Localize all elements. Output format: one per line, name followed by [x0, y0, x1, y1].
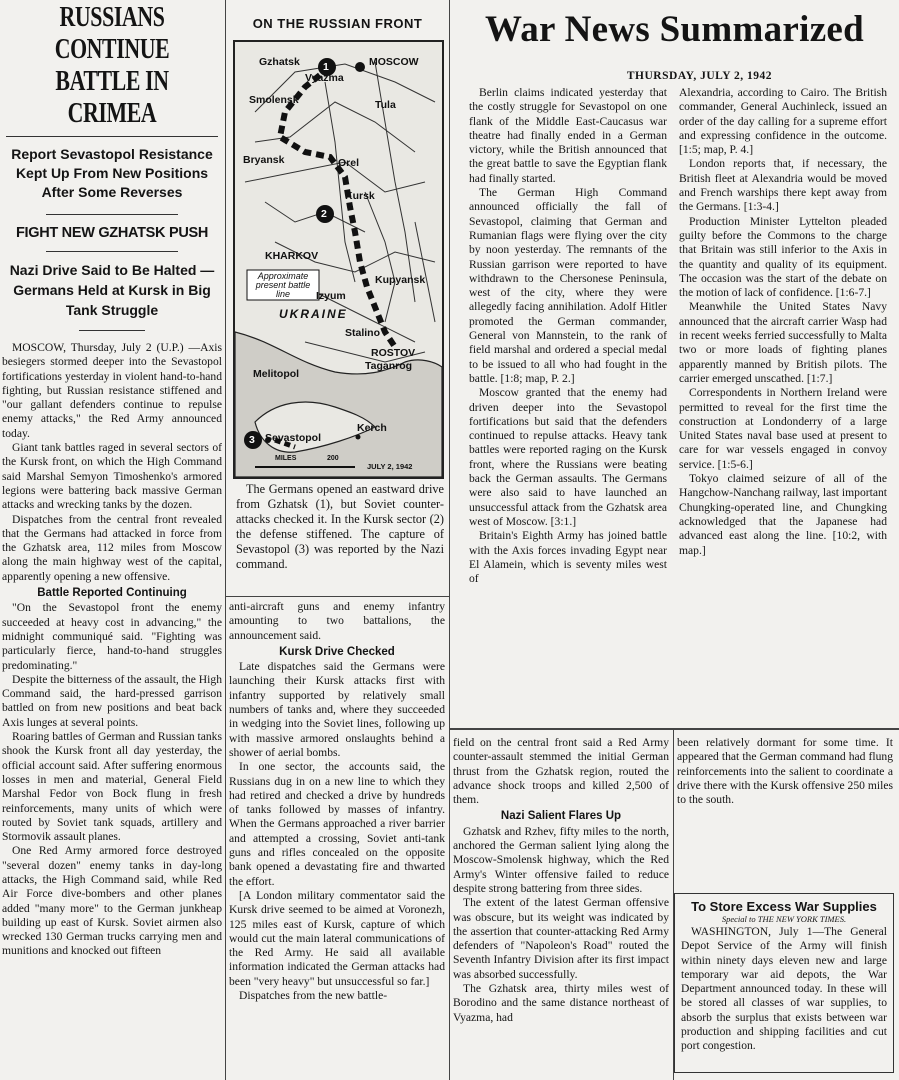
paragraph: Berlin claims indicated yesterday that the costly struggle for Sevastopol on one flank of the Middle East-Caucasus war theatre had finally ended in a German victory, while the British announced that the great battle to save the Egyptian flank had finally started.	[469, 86, 667, 185]
paragraph: In one sector, the accounts said, the Russians dug in on a new line to which they had retired and checked a drive by hundreds of tanks followed by masses of infantry. When the Germans approached a river barrier and attempted a crossing, Soviet anti-tank guns and rifles concealed on the opposite bank opened a devastating fire and thwarted the effort.	[229, 760, 445, 888]
map-title: ON THE RUSSIAN FRONT	[252, 16, 423, 31]
column-2-continuation	[229, 600, 445, 1003]
paragraph: been relatively dormant for some time. It appeared that the German command had flung reinforcements into the salient to coordinate a drive there with the Kursk offensive 250 miles to the south.	[677, 736, 893, 807]
map-label-orel: Orel	[338, 157, 360, 169]
paragraph: "On the Sevastopol front the enemy succeeded at heavy cost in advancing," the midnight communiqué said. "Fighting was particularly fierce, hand-to-hand struggles predominating."	[2, 601, 222, 672]
paragraph: Correspondents in Northern Ireland were permitted to reveal for the first time the construction at Londonderry of a large United States naval base used at present to care for war vessels engaged in convoy service. [1:5-6.]	[679, 386, 887, 471]
russian-front-map	[233, 40, 444, 479]
column-3-continuation	[453, 736, 669, 1025]
paragraph: London reports that, if necessary, the British fleet at Alexandria would be moved and French warships there kept away from the Germans. [1:3-4.]	[679, 157, 887, 214]
article-body	[2, 341, 222, 959]
map-label-smolensk: Smolensk	[249, 94, 299, 106]
summary-date: THURSDAY, JULY 2, 1942	[626, 70, 772, 82]
kerch-marker	[356, 435, 361, 440]
map-label-tula: Tula	[375, 99, 396, 111]
map-label-taganrog: Taganrog	[365, 360, 413, 372]
column-1	[2, 2, 222, 959]
map-caption	[236, 482, 444, 572]
column-rule	[449, 0, 450, 1080]
paragraph: The German High Command announced officially the fall of Sevastopol, claiming that German and Rumanian flags were flying over the city by noon yesterday. The remnants of the Russian garrison were reported to have withdrawn to the Chersonese Peninsula, west of the city, where they were allegedly facing annihilation. Adolf Hitler promoted the German commander, General von Mannstein, to the rank of field marshal and ordered a special medal to be issued to all who had fought in the battle. [1:8; map, P. 2.]	[469, 186, 667, 385]
map-num-3: 3	[249, 434, 255, 446]
deck-3: Nazi Drive Said to Be Halted —Germans Held at Kursk in Big Tank Struggle	[9, 262, 215, 318]
paragraph: Gzhatsk and Rzhev, fifty miles to the north, anchored the German salient lying along the Moscow-Smolensk highway, which the Red Army's Winter offensive failed to reduce despite strong battering from three sides.	[453, 824, 669, 895]
subhead: Battle Reported Continuing	[37, 587, 187, 600]
paragraph: [A London military commentator said the Kursk drive seemed to be aimed at Voronezh, 125 miles east of Kursk, capture of which would cut the main lateral communications of the Red Army. He said all available information indicated the German attacks had been "very heavy" but unsuccessful so far.]	[229, 888, 445, 988]
column-4-continuation	[677, 736, 893, 807]
map-label-rostov: ROSTOV	[371, 347, 416, 359]
map-label-kursk: Kursk	[345, 190, 375, 202]
paragraph: Production Minister Lyttelton pleaded guilty before the Commons to the charge that Britain was still inferior to the Axis in the quantity and quality of its equipment. The occasion was the start of the debate on the motion of lack of confidence. [1:6-7.]	[679, 214, 887, 300]
summary-column-b	[679, 86, 887, 558]
paragraph: MOSCOW, Thursday, July 2 (U.P.) —Axis besiegers stormed deeper into the Sevastopol fortifications yesterday in violent hand-to-hand fighting, but Russian resistance stiffened and "our gallant defenders continue to repulse enemy attacks," the Red Army announced today.	[2, 341, 222, 440]
map-label-moscow: MOSCOW	[369, 56, 419, 68]
scale-value: 200	[327, 455, 339, 462]
summary-title: War News Summarized	[484, 9, 865, 50]
deck-1: Report Sevastopol Resistance Kept Up From New Positions After Some Reverses	[11, 146, 213, 200]
paragraph: Britain's Eighth Army has joined battle with the Axis forces invading Egypt near El Alamein, which is seventy miles west of	[469, 529, 667, 586]
map-label-stalino: Stalino	[345, 327, 381, 339]
supplies-article-box	[674, 893, 894, 1073]
subhead: Kursk Drive Checked	[279, 645, 395, 658]
paragraph: Despite the bitterness of the assault, the High Command said, the hard-pressed garrison battled on from new positions and beat back Axis lunges at several points.	[2, 672, 222, 729]
caption-text: The Germans opened an eastward drive from Gzhatsk (1), but Soviet counter-attacks checked it. In the Kursk sector (2) the defense stiffened. The capture of Sevastopol (3) was reported by the Nazi command.	[236, 482, 444, 571]
column-rule	[225, 0, 226, 1080]
paragraph: Roaring battles of German and Russian tanks shook the Kursk front all day yesterday, the official account said. After suffering enormous losses in men and material, General Field Marshal Fedor von Bock flung in fresh reinforcements, many units of which were routed by Soviet tank squads, artillery and Stormovik assault planes.	[2, 730, 222, 844]
paragraph: Moscow granted that the enemy had driven deeper into the Sevastopol fortifications but said that the defenders continued to repulse attacks. Heavy tank battles were reported raging on the Kursk front, where the Russians were beating back the German assaults. The Germans were also said to have launched an unsuccessful attack from the Gzhatsk area west of Moscow. [3:1.]	[469, 386, 667, 528]
map-label-vyazma: Vyazma	[305, 72, 344, 84]
paragraph: The extent of the latest German offensive was obscure, but its weight was indicated by the assertion that counter-attacking Red Army defenders of "Napoleon's Road" routed the Seventh Infantry Division after its first impact was absorbed successfully.	[453, 896, 669, 981]
box-credit: Special to THE NEW YORK TIMES.	[721, 914, 847, 924]
map-label-gzhatsk: Gzhatsk	[259, 56, 300, 68]
map-num-2: 2	[321, 208, 327, 220]
map-label-bryansk: Bryansk	[243, 154, 285, 166]
map-label-ukraine: UKRAINE	[279, 307, 348, 321]
box-body	[681, 925, 887, 1054]
map-num-1: 1	[323, 61, 329, 73]
headline-rule	[6, 136, 218, 137]
section-rule	[449, 728, 899, 730]
paragraph: Giant tank battles raged in several sectors of the Kursk front, on which the High Command said Marshal Semyon Timoshenko's armored legions were battering back massive German attacks and wrecking tanks by the dozen.	[2, 441, 222, 512]
map-label-izyum: Izyum	[316, 290, 346, 302]
map-label-sevastopol: Sevastopol	[265, 432, 322, 444]
map-date: JULY 2, 1942	[367, 462, 413, 471]
map-label-melitopol: Melitopol	[253, 368, 300, 380]
deck-rule	[46, 214, 178, 215]
paragraph: Dispatches from the central front revealed that the Germans had attacked in force from the Gzhatsk area, 112 miles from Moscow along the main highway west of the capital, apparently opening a new offensive.	[2, 512, 222, 583]
scale-label: MILES	[275, 455, 297, 462]
paragraph: Alexandria, according to Cairo. The British commander, General Auchinleck, issued an order of the day calling for a supreme effort and expressing confidence in the outcome. [1:5; map, P. 4.]	[679, 86, 887, 157]
paragraph: Tokyo claimed seizure of all of the Hangchow-Nanchang railway, last important Chungking-operated line, and Chungking acknowledged that the Japanese had advanced east along the line. [10:2, with map.]	[679, 472, 887, 557]
deck-rule	[46, 251, 178, 252]
map-label-kharkov: KHARKOV	[265, 250, 319, 262]
paragraph: WASHINGTON, July 1—The General Depot Service of the Army will finish within ninety days eleven new and large temporary war aid depots, the War Department announced today. In these will be stored all classes of war supplies, to absorb the surplus that exists between war production and shipping facilities and cut port congestion.	[681, 925, 887, 1053]
deck-rule	[79, 330, 145, 331]
paragraph: The Gzhatsk area, thirty miles west of Borodino and the same distance northeast of Vyazma, had	[453, 982, 669, 1024]
box-headline: To Store Excess War Supplies	[691, 899, 877, 914]
section-rule	[225, 596, 449, 597]
subhead: Nazi Salient Flares Up	[500, 810, 622, 823]
paragraph: Dispatches from the new battle-	[239, 989, 388, 1003]
legend-label: Approximate present battle line	[255, 271, 311, 299]
main-headline: RUSSIANS CONTINUE BATTLE IN CRIMEA	[54, 2, 170, 129]
summary-column-a	[469, 86, 667, 586]
deck-2: FIGHT NEW GZHATSK PUSH	[15, 225, 209, 241]
moscow-marker	[355, 62, 365, 72]
paragraph: Late dispatches said the Germans were launching their Kursk attacks first with infantry supported by relatively small numbers of tanks and, where they succeeded in wedging into the Soviet lines, following up with massive armored onslaughts behind a shower of aerial bombs.	[229, 660, 445, 759]
paragraph: One Red Army armored force destroyed "several dozen" enemy tanks in day-long attacks, the High Command said, while Red Air Force dive-bombers and other planes added "many more" to the German junkheap building up east of Kursk. Soviet airmen also wrecked 130 German trucks carrying men and munitions and knocked out fifteen	[2, 844, 222, 958]
paragraph: Meanwhile the United States Navy announced that the aircraft carrier Wasp had in recent weeks ferried successfully to Malta two or more loads of fighting planes apparently manned by British pilots. The carrier emerged unscathed. [1:7.]	[679, 300, 887, 385]
paragraph: anti-aircraft guns and enemy infantry amounting to two battalions, the announcement said.	[229, 600, 445, 642]
map-label-kerch: Kerch	[357, 422, 387, 434]
paragraph: field on the central front said a Red Army counter-assault stemmed the initial German thrust from the Gzhatsk region, routed the advance shock troops and killed 2,500 of them.	[453, 736, 669, 807]
map-label-kupyansk: Kupyansk	[375, 274, 426, 286]
